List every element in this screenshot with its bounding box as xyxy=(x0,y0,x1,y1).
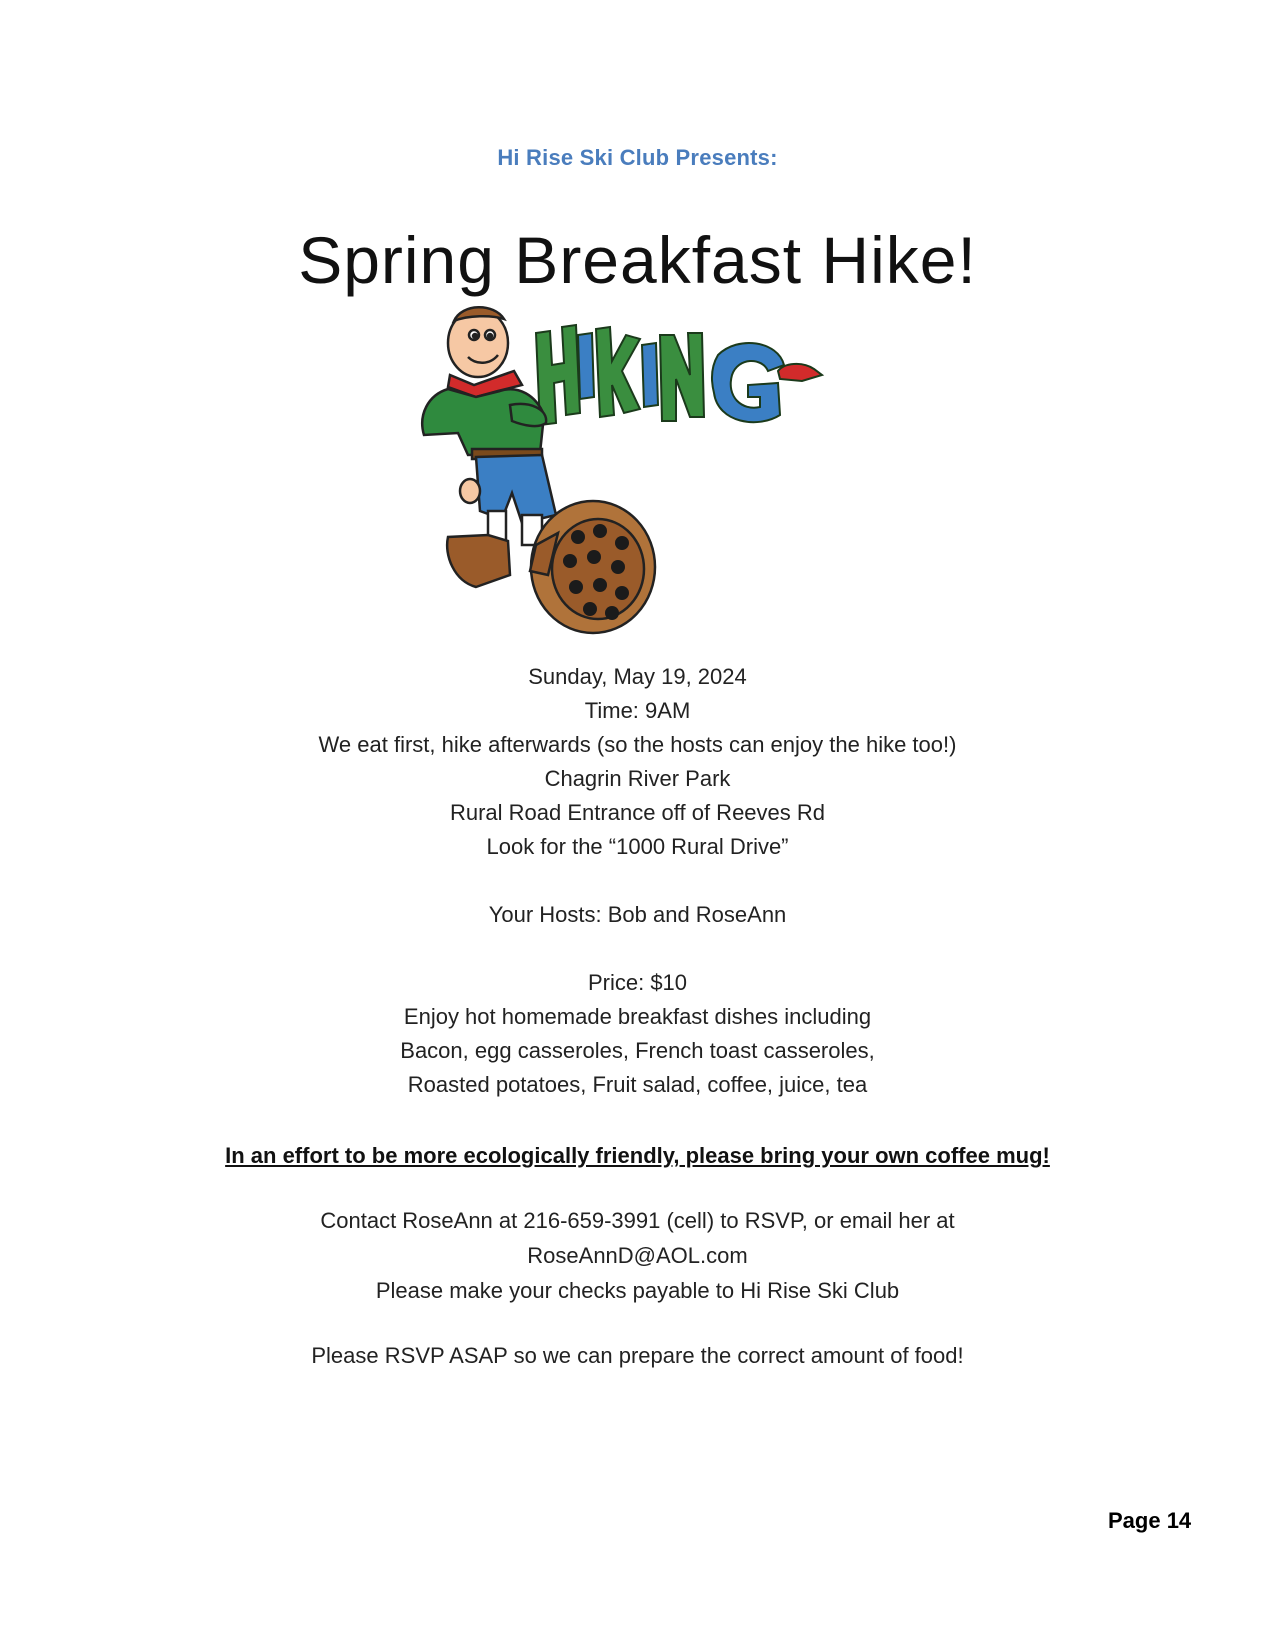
contact-line: Contact RoseAnn at 216-659-3991 (cell) to RSVP, or email her at xyxy=(320,1208,955,1233)
presenter-line: Hi Rise Ski Club Presents: xyxy=(497,145,778,170)
contact-email: RoseAnnD@AOL.com xyxy=(527,1243,748,1268)
eco-notice: In an effort to be more ecologically friendly, please bring your own coffee mug! xyxy=(225,1143,1050,1168)
contact-block xyxy=(0,1203,1275,1308)
menu-line-1: Bacon, egg casseroles, French toast casseroles, xyxy=(400,1038,875,1063)
menu-intro: Enjoy hot homemade breakfast dishes including xyxy=(403,1004,872,1029)
event-date: Sunday, May 19, 2024 xyxy=(528,664,747,689)
event-time: Time: 9AM xyxy=(584,698,691,723)
event-hosts: Your Hosts: Bob and RoseAnn xyxy=(488,902,787,927)
hiker-cartoon-icon xyxy=(418,305,858,637)
event-note: We eat first, hike afterwards (so the hosts can enjoy the hike too!) xyxy=(318,732,957,757)
event-landmark: Look for the “1000 Rural Drive” xyxy=(486,834,789,859)
rsvp-note: Please RSVP ASAP so we can prepare the correct amount of food! xyxy=(311,1343,964,1368)
hiking-lettering xyxy=(536,325,822,425)
event-park: Chagrin River Park xyxy=(544,766,731,791)
event-price: Price: $10 xyxy=(587,970,688,995)
menu-line-2: Roasted potatoes, Fruit salad, coffee, juice, tea xyxy=(407,1072,868,1097)
event-entrance: Rural Road Entrance off of Reeves Rd xyxy=(449,800,826,825)
event-details xyxy=(0,660,1275,1102)
page-title: Spring Breakfast Hike! xyxy=(298,223,977,297)
checks-payable: Please make your checks payable to Hi Rise Ski Club xyxy=(375,1278,900,1303)
page-number: Page 14 xyxy=(1108,1508,1192,1533)
